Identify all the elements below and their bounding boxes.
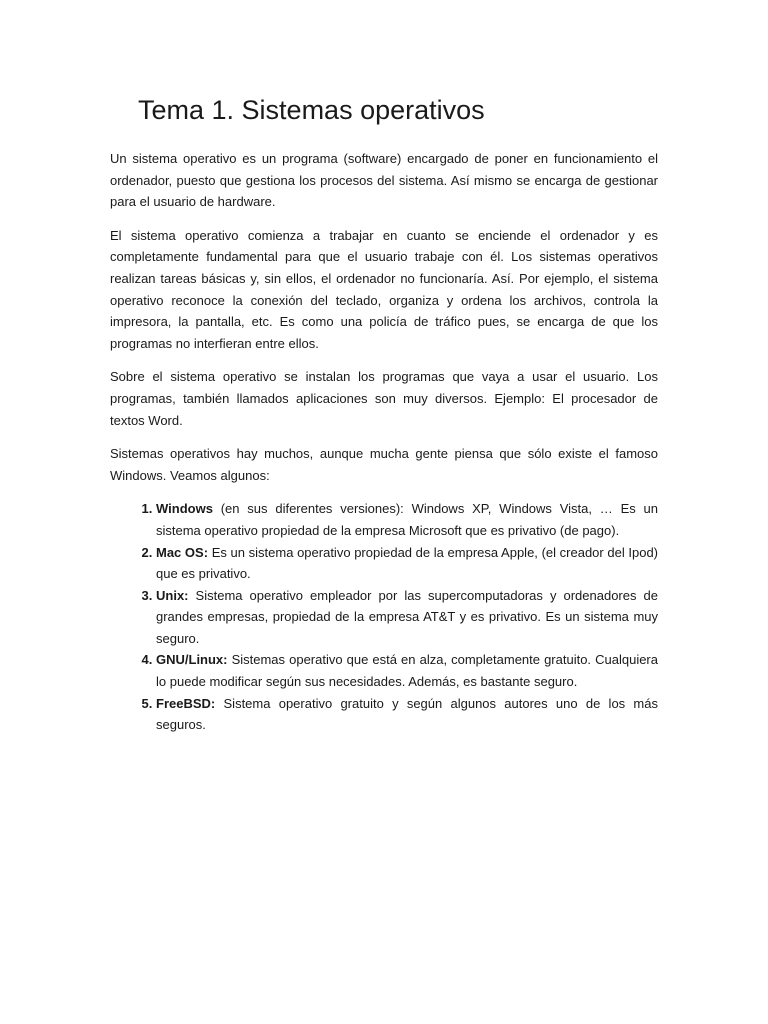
list-text: Sistemas operativo que está en alza, completamente gratuito. Cualquiera lo puede modificar según sus necesidades. Además, es bastante seguro. — [156, 652, 658, 690]
list-item-freebsd — [156, 693, 658, 736]
document-body — [110, 148, 658, 736]
os-list — [110, 498, 658, 736]
list-item-windows — [156, 498, 658, 541]
paragraph-functions: El sistema operativo comienza a trabajar en cuanto se enciende el ordenador y es completamente fundamental para que el usuario trabaje con él. Los sistemas operativos realizan tareas básicas y, sin ellos, el ordenador no funcionaría. Así. Por ejemplo, el sistema operativo reconoce la conexión del teclado, organiza y ordena los archivos, controla la impresora, la pantalla, etc. Es como una policía de tráfico pues, se encarga de que los programas no interfieran entre ellos. — [110, 227, 658, 351]
paragraph-list-intro: Sistemas operativos hay muchos, aunque mucha gente piensa que sólo existe el famoso Windows. Veamos algunos: — [110, 446, 658, 483]
paragraph-applications: Sobre el sistema operativo se instalan los programas que vaya a usar el usuario. Los programas, también llamados aplicaciones son muy diversos. Ejemplo: El procesador de textos Word. — [110, 369, 658, 428]
list-term: Windows — [156, 501, 213, 517]
list-term: FreeBSD: — [156, 695, 216, 711]
list-text: Sistema operativo empleador por las supercomputadoras y ordenadores de grandes empresas, propiedad de la empresa AT&T y es privativo. Es un sistema muy seguro. — [156, 587, 658, 646]
list-text: Es un sistema operativo propiedad de la empresa Apple, (el creador del Ipod) que es privativo. — [156, 544, 659, 582]
list-item-macos — [156, 542, 658, 585]
list-term: Unix: — [156, 587, 189, 603]
paragraph-intro: Un sistema operativo es un programa (software) encargado de poner en funcionamiento el ordenador, puesto que gestiona los procesos del sistema. Así mismo se encarga de gestionar para el usuario de hardware. — [110, 151, 658, 210]
list-term: Mac OS: — [156, 544, 209, 560]
list-item-unix — [156, 585, 658, 650]
list-term: GNU/Linux: — [156, 652, 228, 668]
list-text: (en sus diferentes versiones): Windows XP, Windows Vista, … Es un sistema operativo propiedad de la empresa Microsoft que es privativo (de pago). — [156, 501, 658, 538]
list-text: Sistema operativo gratuito y según algunos autores uno de los más seguros. — [156, 695, 658, 733]
page-title: Tema 1. Sistemas operativos — [138, 95, 485, 125]
list-item-linux — [156, 649, 658, 692]
